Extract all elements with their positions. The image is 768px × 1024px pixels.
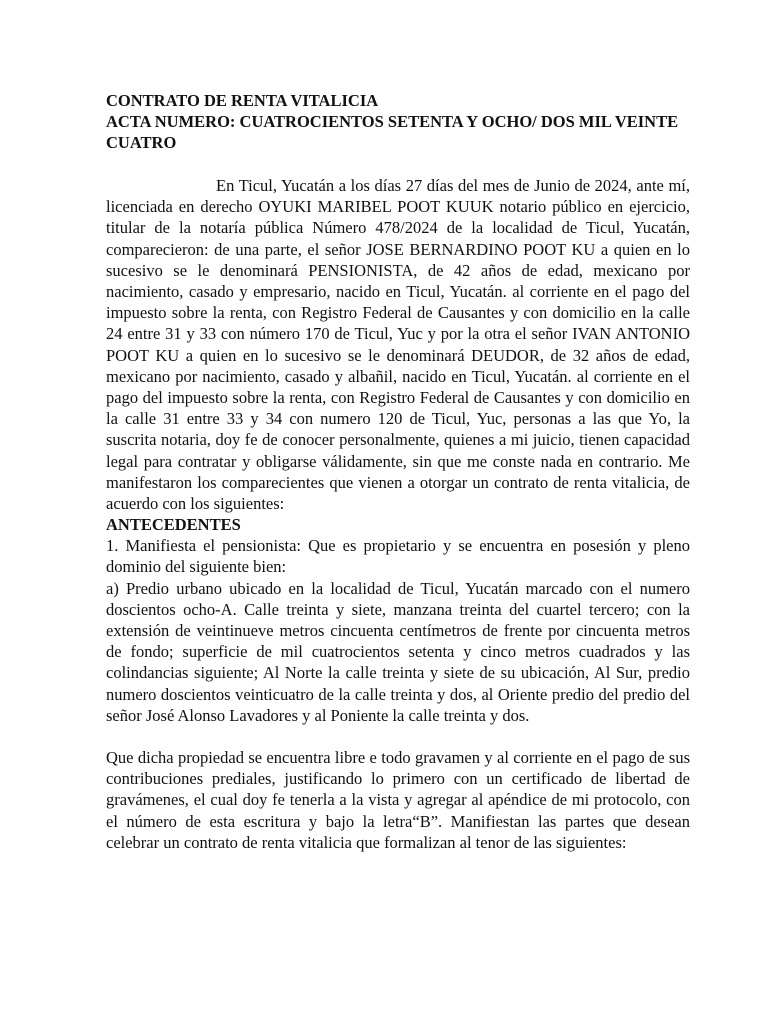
closing-paragraph: Que dicha propiedad se encuentra libre e todo gravamen y al corriente en el pago de sus contribuciones prediales, justificando lo primero con un certificado de libertad de gravámenes, el cual doy fe tenerla a la vista y agregar al apéndice de mi protocolo, con el número de esta escritura y bajo la letra“B”. Manifiestan las partes que desean celebrar un contrato de renta vitalicia que formalizan al tenor de las siguientes: xyxy=(106,748,690,852)
document-heading xyxy=(106,90,690,153)
intro-paragraph: En Ticul, Yucatán a los días 27 días del mes de Junio de 2024, ante mí, licenciada en derecho OYUKI MARIBEL POOT KUUK notario público en ejercicio, titular de la notaría pública Número 478/2024 de la localidad de Ticul, Yucatán, comparecieron: de una parte, el señor JOSE BERNARDINO POOT KU a quien en lo sucesivo se le denominará PENSIONISTA, de 42 años de edad, mexicano por nacimiento, casado y empresario, nacido en Ticul, Yucatán. al corriente en el pago del impuesto sobre la renta, con Registro Federal de Causantes y con domicilio en la calle 24 entre 31 y 33 con número 170 de Ticul, Yuc y por la otra el señor IVAN ANTONIO POOT KU a quien en lo sucesivo se le denominará DEUDOR, de 32 años de edad, mexicano por nacimiento, casado y albañil, nacido en Ticul, Yucatán. al corriente en el pago del impuesto sobre la renta, con Registro Federal de Causantes y con domicilio en la calle 31 entre 33 y 34 con numero 120 de Ticul, Yuc, personas a las que Yo, la suscrita notaria, doy fe de conocer personalmente, quienes a mi juicio, tienen capacidad legal para contratar y obligarse válidamente, sin que me conste nada en contrario. Me manifestaron los comparecientes que vienen a otorgar un contrato de renta vitalicia, de acuerdo con los siguientes: xyxy=(106,176,690,514)
document-page xyxy=(106,90,690,853)
antecedent-item-a: a) Predio urbano ubicado en la localidad de Ticul, Yucatán marcado con el numero doscientos ocho-A. Calle treinta y siete, manzana treinta del cuartel tercero; con la extensión de veintinueve metros cincuenta centímetros de frente por cincuenta metros de fondo; superficie de mil cuatrocientos setenta y cinco metros cuadrados y las colindancias siguiente; Al Norte la calle treinta y siete de su ubicación, Al Sur, predio numero doscientos veinticuatro de la calle treinta y dos, al Oriente predio del predio del señor José Alonso Lavadores y al Poniente la calle treinta y dos. xyxy=(106,578,690,725)
section-antecedentes-title: ANTECEDENTES xyxy=(106,515,241,535)
paragraph-gap xyxy=(106,726,690,747)
act-number-title: ACTA NUMERO: CUATROCIENTOS SETENTA Y OCHO/ DOS MIL VEINTE CUATRO xyxy=(106,112,679,152)
antecedent-item-1: 1. Manifiesta el pensionista: Que es propietario y se encuentra en posesión y pleno dominio del siguiente bien: xyxy=(106,536,690,577)
document-title: CONTRATO DE RENTA VITALICIA xyxy=(106,91,379,110)
